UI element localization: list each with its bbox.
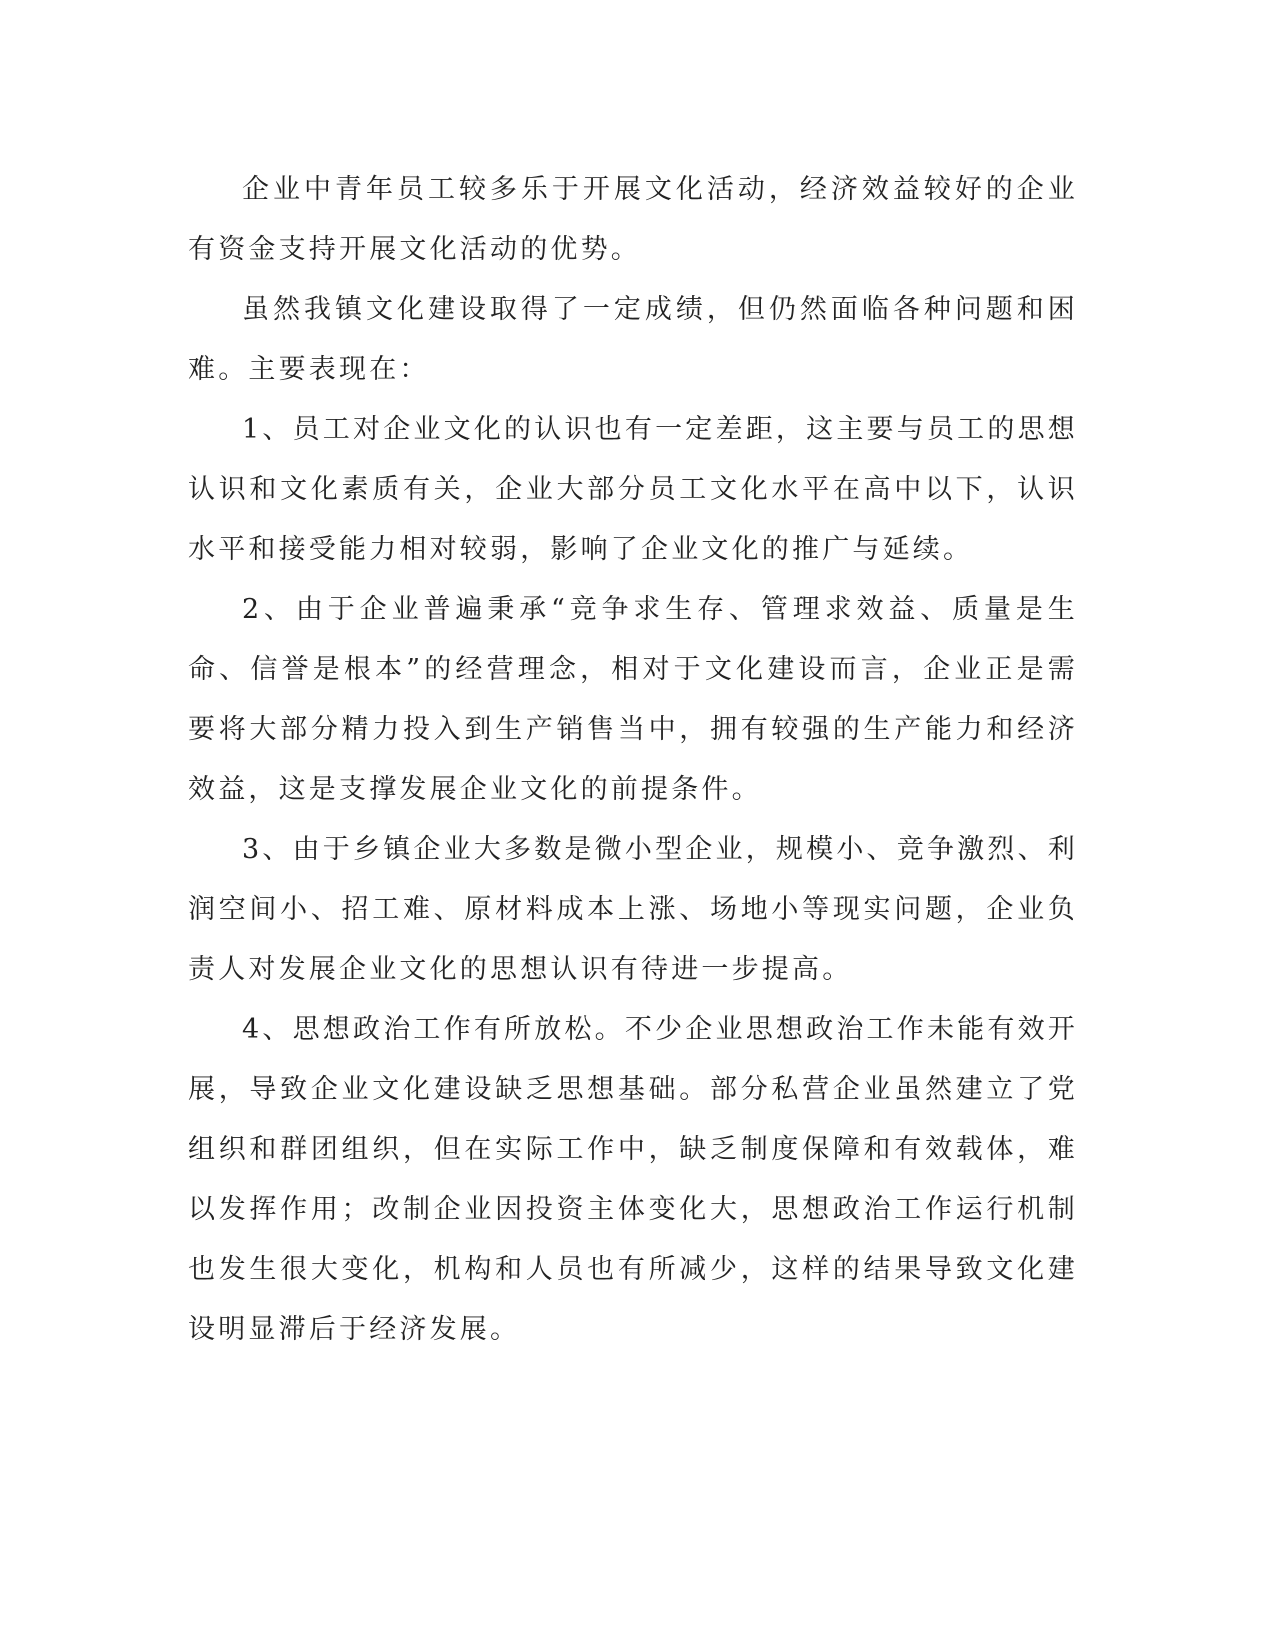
paragraph: 企业中青年员工较多乐于开展文化活动，经济效益较好的企业有资金支持开展文化活动的优势。 [188,174,1078,265]
paragraph: 1、员工对企业文化的认识也有一定差距，这主要与员工的思想认识和文化素质有关，企业大部分员工文化水平在高中以下，认识水平和接受能力相对较弱，影响了企业文化的推广与延续。 [188,414,1078,565]
paragraph: 4、思想政治工作有所放松。不少企业思想政治工作未能有效开展，导致企业文化建设缺乏思想基础。部分私营企业虽然建立了党组织和群团组织，但在实际工作中，缺乏制度保障和有效载体，难以发挥作用；改制企业因投资主体变化大，思想政治工作运行机制也发生很大变化，机构和人员也有所减少，这样的结果导致文化建设明显滞后于经济发展。 [188,1014,1078,1345]
paragraph: 2、由于企业普遍秉承“竞争求生存、管理求效益、质量是生命、信誉是根本”的经营理念，相对于文化建设而言，企业正是需要将大部分精力投入到生产销售当中，拥有较强的生产能力和经济效益，这是支撑发展企业文化的前提条件。 [188,594,1078,805]
document-body [188,160,1078,1360]
paragraph: 虽然我镇文化建设取得了一定成绩，但仍然面临各种问题和困难。主要表现在： [188,294,1078,385]
paragraph: 3、由于乡镇企业大多数是微小型企业，规模小、竞争激烈、利润空间小、招工难、原材料成本上涨、场地小等现实问题，企业负责人对发展企业文化的思想认识有待进一步提高。 [188,834,1078,985]
